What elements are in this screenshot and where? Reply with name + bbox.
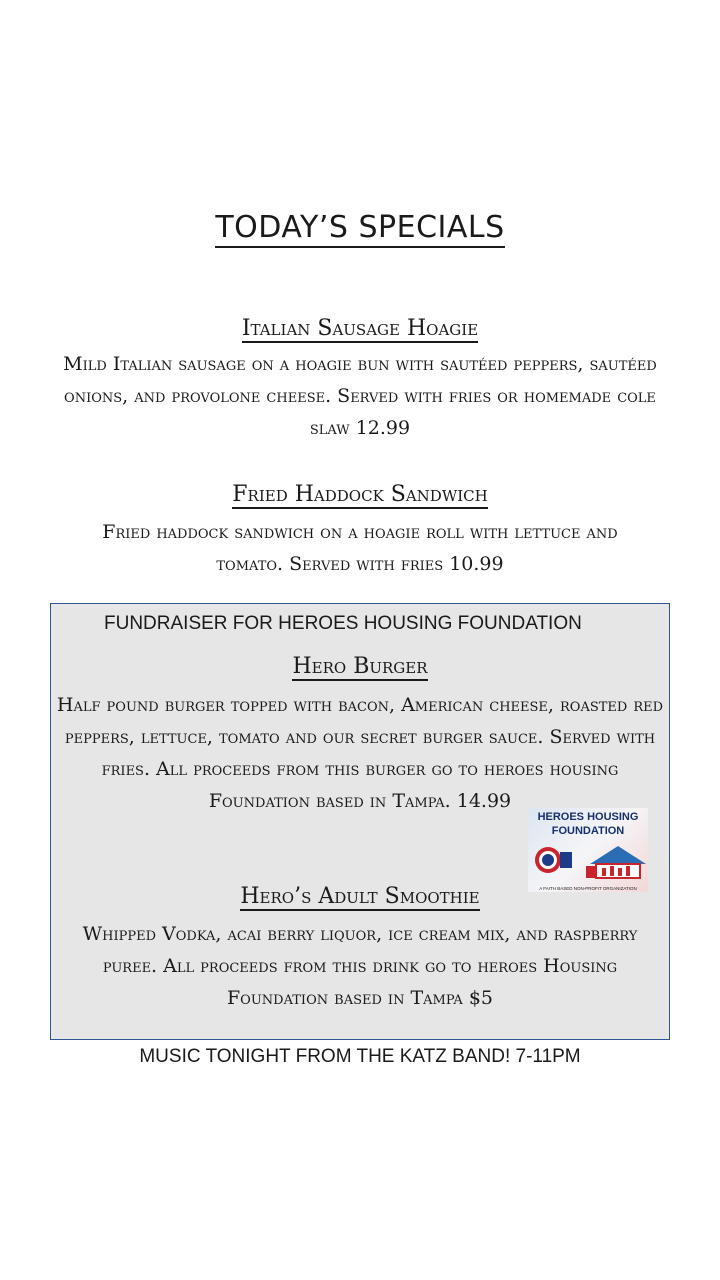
special-1-name: Italian Sausage Hoagie (241, 316, 479, 341)
logo-tagline: A FAITH BASED NON-PROFIT ORGANIZATION (539, 886, 637, 891)
special-2-title (0, 482, 720, 507)
page-title (0, 210, 720, 245)
hero-burger-title (0, 654, 720, 679)
music-announcement: MUSIC TONIGHT FROM THE KATZ BAND! 7-11PM (139, 1046, 581, 1067)
logo-name (528, 810, 648, 838)
heroes-housing-logo (528, 808, 648, 892)
logo-name-line2: FOUNDATION (551, 825, 625, 837)
special-1-title (0, 316, 720, 341)
special-1-description: Mild Italian sausage on a hoagie bun with sautéed peppers, sautéed onions, and provolone cheese. Served with fries or homemade cole slaw 12.99 (63, 353, 657, 439)
special-2-description: Fried haddock sandwich on a hoagie roll with lettuce and tomato. Served with fries 10.99 (102, 521, 618, 575)
logo-graphic-icon (528, 842, 648, 886)
page-title-text: TODAY’S SPECIALS (215, 210, 504, 248)
hero-smoothie-title (0, 884, 720, 909)
fundraiser-header: FUNDRAISER FOR HEROES HOUSING FOUNDATION (104, 613, 582, 634)
hero-smoothie-name: Hero’s Adult Smoothie (240, 884, 480, 909)
logo-name-line1: HEROES HOUSING (537, 811, 639, 823)
hero-burger-name: Hero Burger (292, 654, 428, 679)
hero-smoothie-description: Whipped Vodka, acai berry liquor, ice cream mix, and raspberry puree. All proceeds from this drink go to heroes Housing Foundation based in Tampa $5 (82, 923, 638, 1009)
special-2-name: Fried Haddock Sandwich (232, 482, 488, 507)
hero-burger-description: Half pound burger topped with bacon, American cheese, roasted red peppers, lettuce, tomato and our secret burger sauce. Served with fries. All proceeds from this burger go to heroes housing Foundation based in Tampa. 14.99 (56, 694, 664, 812)
